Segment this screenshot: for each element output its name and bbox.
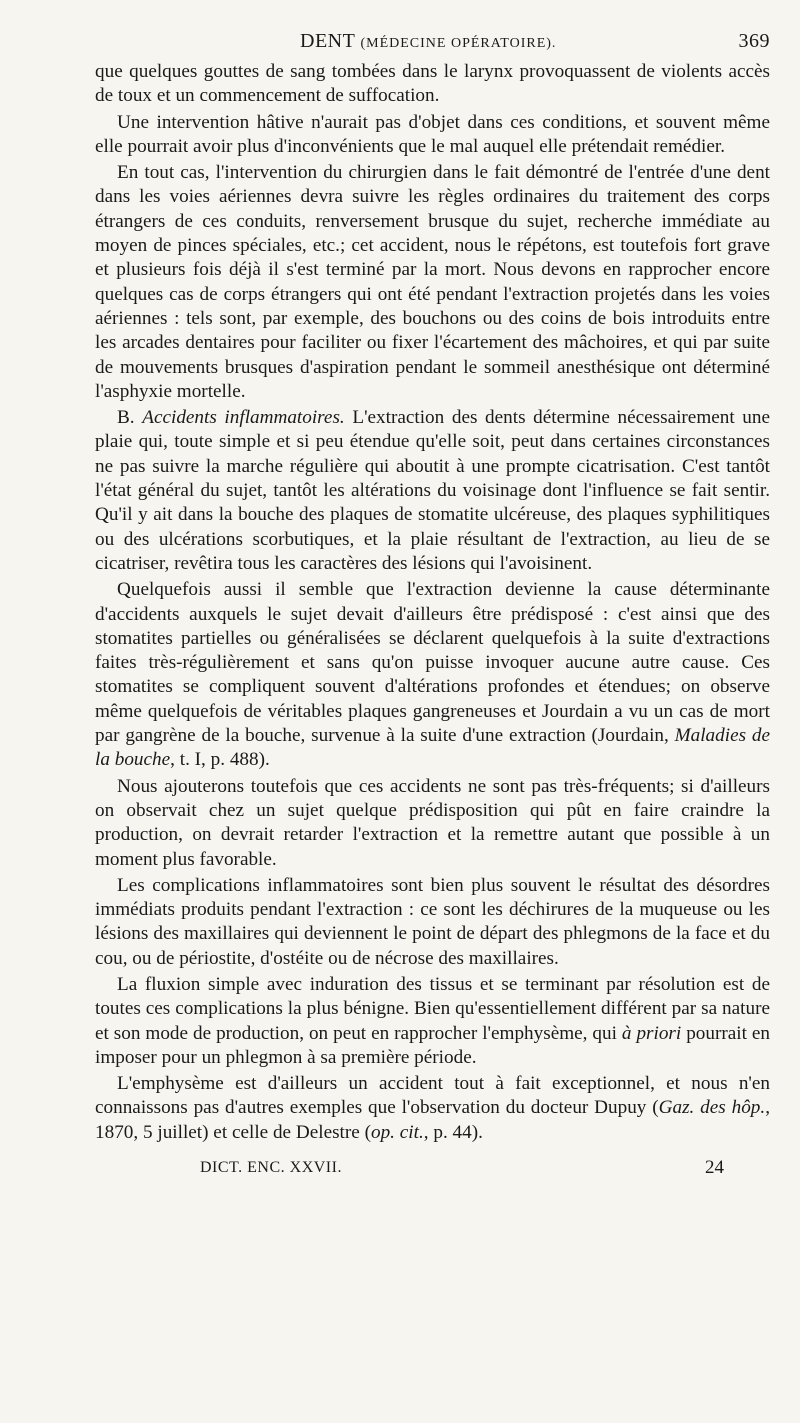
paragraph-4 xyxy=(95,406,770,576)
paragraph-5 xyxy=(95,578,770,772)
paragraph-4-text: L'extraction des dents détermine nécessairement une plaie qui, toute simple et si peu étendue qu'elle soit, peut dans certaines circonstances ne pas suivre la marche régulière qui aboutit à une prompte cicatrisation. C'est tantôt l'état général du sujet, tantôt les altérations du voisinage dont l'influence se fait sentir. Qu'il y ait dans la bouche des plaques de stomatite ulcéreuse, des plaques syphilitiques ou des ulcérations scorbutiques, et la plaie résultant de l'extraction, au lieu de se cicatriser, revêtira tous les caractères des lésions qui l'avoisinent. xyxy=(95,407,771,574)
paragraph-3-text: En tout cas, l'intervention du chirurgien dans le fait démontré de l'entrée d'une dent dans les voies aériennes devra suivre les règles ordinaires du traitement des corps étrangers de ces conduits, renversement brusque du sujet, recherche immédiate au moyen de pinces spéciales, etc.; cet accident, nous le répétons, est toutefois fort grave et plusieurs fois déjà il s'est terminé par la mort. Nous devons en rapprocher encore quelques cas de corps étrangers qui ont été pendant l'extraction projetés dans les voies aériennes : tels sont, par exemple, des bouchons ou des coins de bois introduits entre les arcades dentaires pour faciliter ou fixer l'écartement des mâchoires, et qui par suite de mouvements brusques d'aspiration pendant le sommeil anesthésique ont déterminé l'asphyxie mortelle. xyxy=(95,162,770,402)
paragraph-2-text: Une intervention hâtive n'aurait pas d'objet dans ces conditions, et souvent même elle pourrait avoir plus d'inconvénients que le mal auquel elle prétendait remédier. xyxy=(95,111,770,157)
section-letter: B. xyxy=(117,407,135,429)
paragraph-6-text: Nous ajouterons toutefois que ces accidents ne sont pas très-fréquents; si d'ailleurs on observait chez un sujet quelque prédisposition qui pût en faire craindre la production, on devrait retarder l'extraction et la remettre autant que possible à un moment plus favorable. xyxy=(95,775,770,870)
latin-phrase: à priori xyxy=(621,1022,682,1044)
paragraph-1 xyxy=(95,60,770,109)
journal-citation: Gaz. des hôp. xyxy=(658,1097,766,1119)
paragraph-8 xyxy=(95,973,770,1070)
page-footer xyxy=(95,1155,770,1185)
running-title-sub: (MÉDECINE OPÉRATOIRE). xyxy=(360,36,557,51)
running-title-main: DENT xyxy=(300,30,355,52)
paragraph-8-tail: pourrait en imposer pour un phlegmon à sa première période. xyxy=(95,1022,771,1068)
sheet-number: 24 xyxy=(705,1157,724,1179)
paragraph-9 xyxy=(95,1072,770,1145)
text-body xyxy=(95,60,770,1145)
citation-title: Maladies de la bouche xyxy=(95,725,770,771)
section-heading: Accidents inflammatoires. xyxy=(142,407,345,429)
paragraph-3 xyxy=(95,161,770,404)
paragraph-8-text: La fluxion simple avec induration des tissus et se terminant par résolution est de toutes ces complications la plus bénigne. Bien qu'essentiellement différent par sa nature et son mode de production, on peut en rapprocher l'emphysème, qui xyxy=(95,973,770,1044)
paragraph-9-text: L'emphysème est d'ailleurs un accident tout à fait exceptionnel, et nous n'en connaissons pas d'autres exemples que l'observation du docteur Dupuy ( xyxy=(95,1073,770,1119)
paragraph-7 xyxy=(95,874,770,971)
paragraph-6 xyxy=(95,775,770,872)
paragraph-7-text: Les complications inflammatoires sont bien plus souvent le résultat des désordres immédiats produits pendant l'extraction : ce sont les déchirures de la muqueuse ou les lésions des maxillaires qui deviennent le point de départ des phlegmons de la face et du cou, ou de périostite, d'ostéite ou de nécrose des maxillaires. xyxy=(95,874,770,969)
page-number: 369 xyxy=(738,30,770,52)
paragraph-9-tail: , 1870, 5 juillet) et celle de Delestre ( xyxy=(95,1097,770,1143)
citation-detail: , t. I, p. 488). xyxy=(170,749,270,771)
signature-mark: DICT. ENC. XXVII. xyxy=(200,1159,342,1177)
running-header xyxy=(95,26,770,56)
paragraph-1-text: que quelques gouttes de sang tombées dans le larynx provoquassent de violents accès de toux et un commencement de suffocation. xyxy=(95,61,770,107)
op-cit: op. cit. xyxy=(370,1121,424,1143)
running-title xyxy=(300,30,556,53)
paragraph-9-end: , p. 44). xyxy=(423,1121,483,1143)
paragraph-2 xyxy=(95,111,770,160)
paragraph-5-text: Quelquefois aussi il semble que l'extraction devienne la cause déterminante d'accidents auxquels le sujet devait d'ailleurs être prédisposé : c'est ainsi que des stomatites partielles ou généralisées se déclarent quelquefois à la suite d'extractions faites très-régulièrement et sans qu'on puisse invoquer aucune autre cause. Ces stomatites se compliquent souvent d'altérations profondes et étendues; on observe même quelquefois de véritables plaques gangreneuses et Jourdain a vu un cas de mort par gangrène de la bouche, survenue à la suite d'une extraction (Jourdain, xyxy=(95,579,770,747)
